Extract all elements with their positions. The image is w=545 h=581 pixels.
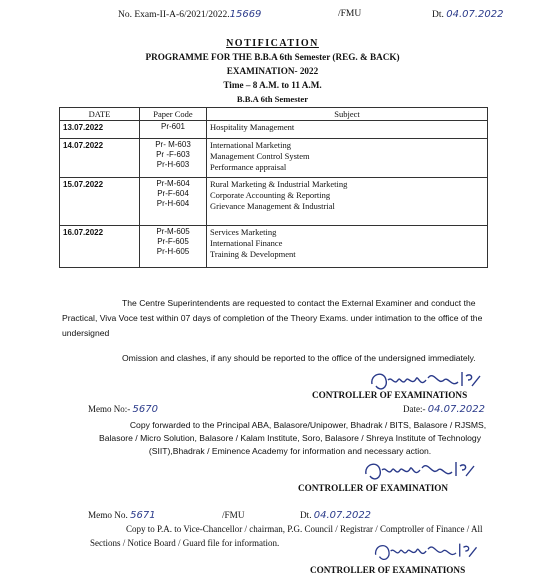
omission-paragraph: Omission and clashes, if any should be reported to the office of the undersigned immediately. <box>122 353 476 363</box>
table-header-row <box>60 108 488 121</box>
paper-code-cell <box>140 178 207 226</box>
examination-title: EXAMINATION- 2022 <box>226 66 319 76</box>
reference-number-handwritten: 15669 <box>229 9 262 20</box>
memo-1-number-handwritten: 5670 <box>132 404 158 415</box>
reference-number-prefix: No. Exam-II-A-6/2021/2022. <box>118 10 230 20</box>
exam-schedule-table <box>59 107 488 268</box>
paper-code: Pr-H-605 <box>156 247 190 256</box>
subject: Grievance Management & Industrial <box>210 201 335 211</box>
controller-title-1: CONTROLLER OF EXAMINATIONS <box>312 390 468 400</box>
memo-2-date-handwritten: 04.07.2022 <box>313 510 372 521</box>
reference-number <box>118 9 261 20</box>
exam-date: 14.07.2022 <box>60 139 140 178</box>
memo-1-copy-text: Copy forwarded to the Principal ABA, Balasore/Unipower, Bhadrak / BITS, Balasore / RJSMS, Balasore / Micro Solution, Balasore / Kalam Institute, Soro, Balasore / Shreya Institute of Technology (SIIT),Bhadrak / Eminence Academy for information and necessary action. <box>99 420 487 456</box>
exam-date: 16.07.2022 <box>60 226 140 268</box>
subject: Services Marketing <box>210 227 277 237</box>
header-paper-code-col: Paper Code <box>140 108 207 121</box>
memo-1-number <box>88 404 158 415</box>
paper-code: Pr- M-603 <box>155 140 191 149</box>
paper-code: Pr-H-604 <box>156 199 190 208</box>
subject-cell <box>207 226 488 268</box>
subject: Rural Marketing & Industrial Marketing <box>210 179 348 189</box>
office-code: /FMU <box>338 9 362 19</box>
memo-2-date-label: Dt. <box>300 510 312 520</box>
subject: Hospitality Management <box>210 122 295 132</box>
table-row <box>60 178 488 226</box>
memo-2-office: /FMU <box>222 510 245 520</box>
paper-code: Pr-601 <box>160 122 185 131</box>
table-row <box>60 226 488 268</box>
semester-title: B.B.A 6th Semester <box>236 94 309 104</box>
subject-cell <box>207 178 488 226</box>
paper-code: Pr-M-605 <box>156 227 190 236</box>
table-row <box>60 121 488 139</box>
instructions-paragraph: The Centre Superintendents are requested to contact the External Examiner and conduct the Practical, Viva Voce test within 07 days of completion of the Theory Exams. under intimation to the office of the undersigned <box>62 298 483 338</box>
header-date <box>432 9 504 20</box>
memo-1-date <box>403 404 485 415</box>
header-date-handwritten: 04.07.2022 <box>446 9 504 20</box>
header-date-col: DATE <box>60 108 140 121</box>
subject: Corporate Accounting & Reporting <box>210 190 331 200</box>
memo-1-label: Memo No:- <box>88 404 131 414</box>
notification-heading: NOTIFICATION <box>226 38 319 49</box>
paper-code-cell <box>140 226 207 268</box>
paper-code-cell <box>140 139 207 178</box>
subject-cell <box>207 139 488 178</box>
subject: International Marketing <box>210 140 291 150</box>
controller-signature <box>368 538 488 566</box>
subject: International Finance <box>210 238 283 248</box>
paper-code-cell <box>140 121 207 139</box>
subject: Performance appraisal <box>210 162 287 172</box>
paper-code: Pr-M-604 <box>156 179 190 188</box>
exam-date: 15.07.2022 <box>60 178 140 226</box>
paper-code: Pr-F-604 <box>157 189 189 198</box>
paper-code: Pr-H-603 <box>156 160 190 169</box>
memo-2-number <box>88 510 156 521</box>
exam-date: 13.07.2022 <box>60 121 140 139</box>
paper-code: Pr -F-603 <box>156 150 190 159</box>
table-row <box>60 139 488 178</box>
subject: Management Control System <box>210 151 310 161</box>
header-date-label: Dt. <box>432 10 444 20</box>
controller-signature <box>362 456 482 486</box>
memo-2-label: Memo No. <box>88 510 128 520</box>
header-subject-col: Subject <box>207 108 488 121</box>
memo-1-date-label: Date:- <box>403 404 426 414</box>
controller-title-3: CONTROLLER OF EXAMINATIONS <box>310 565 466 575</box>
memo-2-number-handwritten: 5671 <box>130 510 156 521</box>
memo-2-date <box>300 510 371 521</box>
controller-title-2: CONTROLLER OF EXAMINATION <box>298 483 449 493</box>
exam-time: Time – 8 A.M. to 11 A.M. <box>223 80 322 90</box>
subject-cell <box>207 121 488 139</box>
programme-title: PROGRAMME FOR THE B.B.A 6th Semester (REG. & BACK) <box>145 52 400 62</box>
memo-2-copy-text: Copy to P.A. to Vice-Chancellor / chairman, P.G. Council / Registrar / Comptroller of Finance / All Sections / Notice Board / Guard file for information. <box>90 524 483 548</box>
paper-code: Pr-F-605 <box>157 237 189 246</box>
memo-1-date-handwritten: 04.07.2022 <box>427 404 486 415</box>
subject: Training & Development <box>210 249 296 259</box>
